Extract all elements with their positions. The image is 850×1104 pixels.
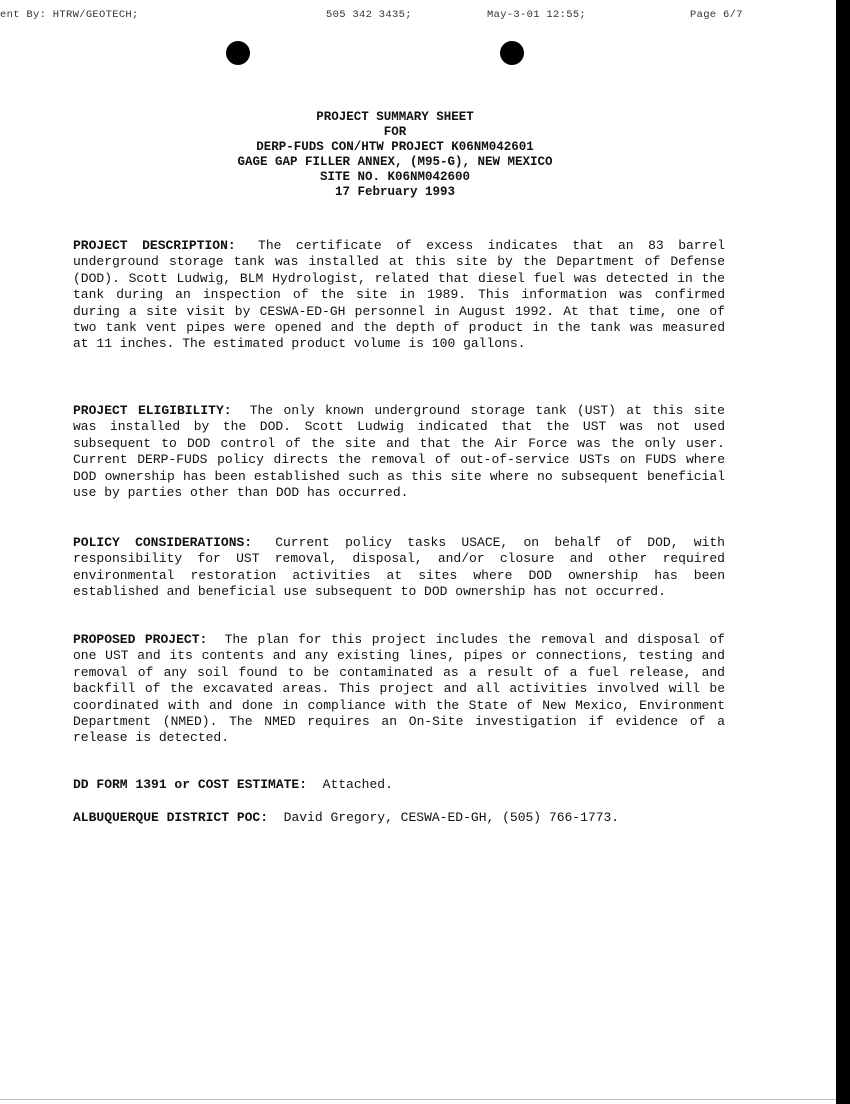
section-text: The plan for this project includes the removal and disposal of one UST and its contents and any existing lines, pipes or connections, testing and removal of any soil found to be contaminated as a result of a fuel release, and backfill of the excavated areas. This project and all activities involved will be coordinated with and done in compliance with the State of New Mexico, Environment Department (NMED). The NMED requires an On-Site investigation if evidence of a release is detected. [73,632,725,746]
section-label: POLICY CONSIDERATIONS: [73,535,253,550]
title-line-5: SITE NO. K06NM042600 [319,170,471,184]
section-label: DD FORM 1391 or COST ESTIMATE: [73,777,308,792]
title-date: 17 February 1993 [334,185,456,199]
punch-hole-right [500,41,524,65]
title-line-1: PROJECT SUMMARY SHEET [316,110,474,124]
fax-datetime: May-3-01 12:55; [487,9,587,21]
section-text: The certificate of excess indicates that an 83 barrel underground storage tank was installed at this site by the Department of Defense (DOD). Scott Ludwig, BLM Hydrologist, related that diesel fuel was detected in the tank during an inspection of the site in 1989. This information was confirmed during a site visit by CESWA-ED-GH personnel in August 1992. At that time, one of two tank vent pipes were opened and the depth of product in the tank was measured at 11 inches. The estimated product volume is 100 gallons. [73,238,725,352]
section-text: Attached. [322,777,393,792]
section-label: ALBUQUERQUE DISTRICT POC: [73,810,269,825]
dd-form-section [73,777,725,793]
section-text: The only known underground storage tank (UST) at this site was installed by the DOD. Scott Ludwig indicated that the UST was not used subsequent to DOD control of the site and that the Air Force was the only user. Current DERP-FUDS policy directs the removal of out-of-service USTs on FUDS where DOD ownership has been established such as this site where no subsequent beneficial use by parties other than DOD has occurred. [73,403,725,501]
title-line-2: FOR [383,125,407,139]
project-description-section [73,238,725,353]
section-label: PROJECT DESCRIPTION: [73,238,236,253]
section-label: PROPOSED PROJECT: [73,632,208,647]
section-text: Current policy tasks USACE, on behalf of DOD, with responsibility for UST removal, disposal, and/or closure and other required environmental restoration activities at sites where DOD ownership has been established and beneficial use subsequent to DOD ownership has not occurred. [73,535,725,600]
section-label: PROJECT ELIGIBILITY: [73,403,232,418]
fax-page-number: Page 6/7 [690,9,743,21]
title-line-4: GAGE GAP FILLER ANNEX, (M95-G), NEW MEXICO [237,155,553,169]
district-poc-section [73,810,725,826]
policy-considerations-section [73,535,725,601]
proposed-project-section [73,632,725,747]
fax-phone-number: 505 342 3435; [326,9,412,21]
section-text: David Gregory, CESWA-ED-GH, (505) 766-1773. [283,810,620,825]
scan-bottom-line [0,1099,836,1100]
punch-hole-left [226,41,250,65]
project-eligibility-section [73,403,725,501]
title-block [150,110,640,200]
scan-edge-bar [836,0,850,1104]
title-line-3: DERP-FUDS CON/HTW PROJECT K06NM042601 [256,140,534,154]
fax-sender: ent By: HTRW/GEOTECH; [0,9,139,21]
